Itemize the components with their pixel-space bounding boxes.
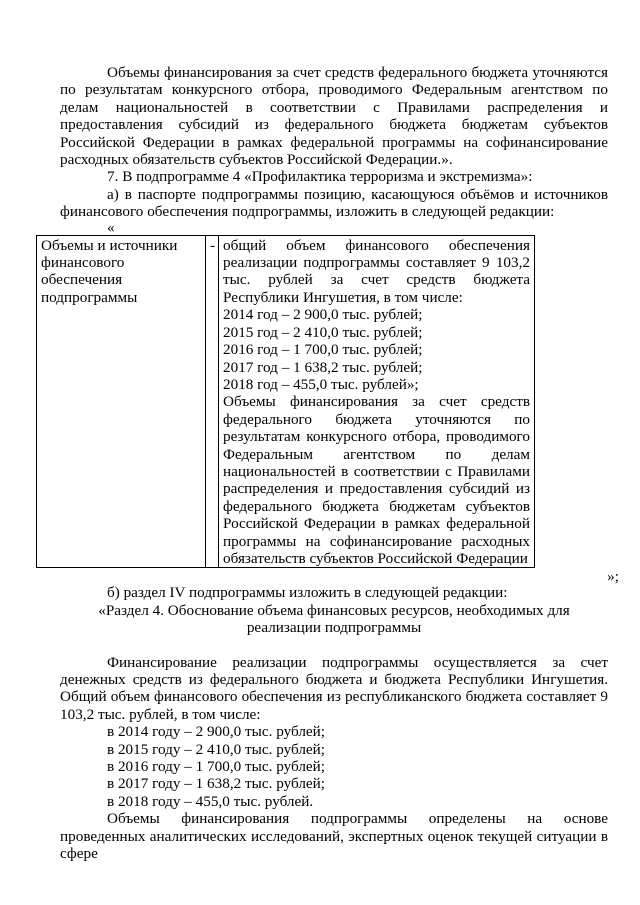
opening-quote-mark: « [107,218,115,236]
passport-year-2018: 2018 год – 455,0 тыс. рублей»; [223,375,419,393]
passport-table-row [37,235,535,568]
paragraph-last: Объемы финансирования подпрограммы определены на основе проведенных аналитических исследований, экспертных оценок текущей ситуации в сфере [60,810,608,863]
year-list-2014: в 2014 году – 2 900,0 тыс. рублей; [107,723,325,741]
passport-year-2016: 2016 год – 1 700,0 тыс. рублей; [223,341,423,359]
item-7b-text: б) раздел IV подпрограммы изложить в следующей редакции: [107,584,508,602]
item-7a-text: а) в паспорте подпрограммы позицию, касающуюся объёмов и источников финансового обеспечения подпрограммы, изложить в следующей редакции: [60,185,608,221]
paragraph-financing: Финансирование реализации подпрограммы осуществляется за счет денежных средств из федерального бюджета и бюджета Республики Ингушетия. Общий объем финансового обеспечения из республиканского бюджета составляет 9 103,2 тыс. рублей, в том числе: [60,653,608,723]
item-7-heading: 7. В подпрограмме 4 «Профилактика терроризма и экстремизма»: [107,168,533,186]
document-body [41,64,619,863]
passport-federal-text: Объемы финансирования за счет средств федерального бюджета уточняются по результатам конкурсного отбора, проводимого Федеральным агентством по делам национальностей в соответствии с Правилами распределения и предоставления субсидий из федерального бюджета бюджетам субъектов Российской Федерации в рамках федеральной программы на софинансирование расходных обязательств субъектов Российской Федерации [223,393,530,567]
closing-quote-mark: »; [607,568,619,586]
year-list-2017: в 2017 году – 1 638,2 тыс. рублей; [107,775,325,793]
section-title-line-1: «Раздел 4. Обоснование объема финансовых ресурсов, необходимых для [98,601,570,619]
passport-year-2017: 2017 год – 1 638,2 тыс. рублей; [223,358,423,376]
passport-total-text: общий объем финансового обеспечения реализации подпрограммы составляет 9 103,2 тыс. рублей за счет средств бюджета Республики Ингушетия, в том числе: [223,236,530,306]
passport-position-value [219,235,535,568]
passport-table [36,235,535,569]
passport-year-2015: 2015 год – 2 410,0 тыс. рублей; [223,323,423,341]
passport-dash: - [206,235,219,568]
section-title-line-2: реализации подпрограммы [246,619,422,637]
blank-line [60,637,608,654]
year-list-2018: в 2018 году – 455,0 тыс. рублей. [107,792,314,810]
year-list-2015: в 2015 году – 2 410,0 тыс. рублей; [107,740,325,758]
year-list-2016: в 2016 году – 1 700,0 тыс. рублей; [107,758,325,776]
passport-position-name: Объемы и источники финансового обеспечения подпрограммы [37,235,206,568]
passport-year-2014: 2014 год – 2 900,0 тыс. рублей; [223,306,423,324]
paragraph-intro: Объемы финансирования за счет средств федерального бюджета уточняются по результатам конкурсного отбора, проводимого Федеральным агентством по делам национальностей в соответствии с Правилами распределения и предоставления субсидий из федерального бюджета бюджетам субъектов Российской Федерации в рамках федеральной программы на софинансирование расходных обязательств субъектов Российской Федерации.». [60,64,608,169]
